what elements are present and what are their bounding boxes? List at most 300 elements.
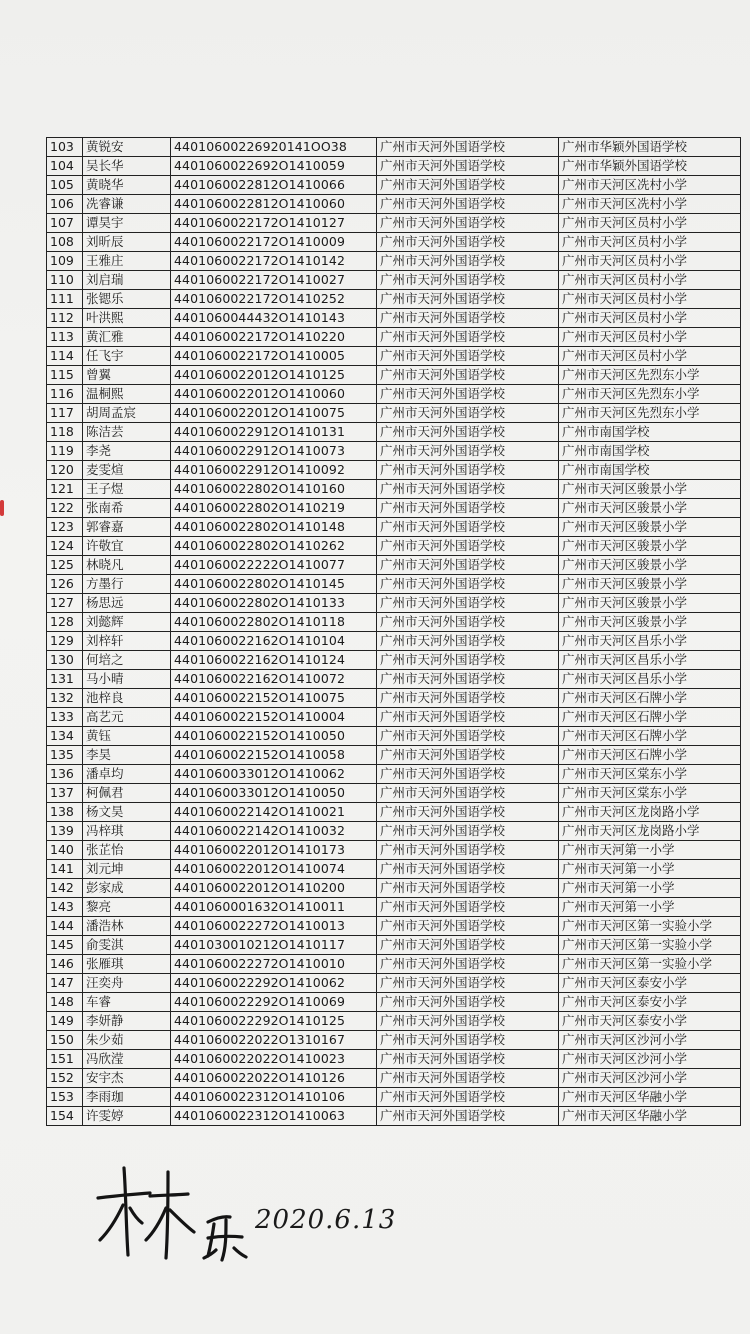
origin-school: 广州市天河外国语学校: [377, 271, 559, 290]
student-id: 4401060022022O1410023: [171, 1050, 377, 1069]
destination-school: 广州市南国学校: [559, 423, 741, 442]
destination-school: 广州市天河区沙河小学: [559, 1031, 741, 1050]
destination-school: 广州市天河区骏景小学: [559, 556, 741, 575]
origin-school: 广州市天河外国语学校: [377, 651, 559, 670]
table-row: [47, 1069, 741, 1088]
destination-school: 广州市天河区第一实验小学: [559, 917, 741, 936]
origin-school: 广州市天河外国语学校: [377, 252, 559, 271]
table-row: [47, 1107, 741, 1126]
destination-school: 广州市天河区骏景小学: [559, 594, 741, 613]
row-number: 114: [47, 347, 83, 366]
table-row: [47, 271, 741, 290]
destination-school: 广州市天河第一小学: [559, 898, 741, 917]
table-row: [47, 803, 741, 822]
student-id: 4401060022012O1410200: [171, 879, 377, 898]
destination-school: 广州市天河区员村小学: [559, 347, 741, 366]
destination-school: 广州市天河区昌乐小学: [559, 651, 741, 670]
origin-school: 广州市天河外国语学校: [377, 936, 559, 955]
row-number: 107: [47, 214, 83, 233]
origin-school: 广州市天河外国语学校: [377, 594, 559, 613]
destination-school: 广州市天河区第一实验小学: [559, 955, 741, 974]
student-id: 4401060022802O1410118: [171, 613, 377, 632]
student-id: 4401060022312O1410063: [171, 1107, 377, 1126]
destination-school: 广州市南国学校: [559, 442, 741, 461]
row-number: 117: [47, 404, 83, 423]
table-row: [47, 1031, 741, 1050]
origin-school: 广州市天河外国语学校: [377, 993, 559, 1012]
origin-school: 广州市天河外国语学校: [377, 575, 559, 594]
row-number: 136: [47, 765, 83, 784]
row-number: 129: [47, 632, 83, 651]
student-name: 温桐熙: [83, 385, 171, 404]
student-name: 刘梓轩: [83, 632, 171, 651]
destination-school: 广州市天河区骏景小学: [559, 613, 741, 632]
student-id: 4401060022272O1410013: [171, 917, 377, 936]
origin-school: 广州市天河外国语学校: [377, 309, 559, 328]
destination-school: 广州市天河第一小学: [559, 879, 741, 898]
table-row: [47, 879, 741, 898]
destination-school: 广州市天河区员村小学: [559, 252, 741, 271]
origin-school: 广州市天河外国语学校: [377, 537, 559, 556]
student-id: 4401060022802O1410133: [171, 594, 377, 613]
student-name: 张南希: [83, 499, 171, 518]
roster-body: [47, 138, 741, 1126]
student-id: 4401060022812O1410066: [171, 176, 377, 195]
table-row: [47, 575, 741, 594]
student-id: 4401060022802O1410262: [171, 537, 377, 556]
student-id: 4401060033012O1410050: [171, 784, 377, 803]
destination-school: 广州市天河区泰安小学: [559, 1012, 741, 1031]
student-id: 4401060022802O1410148: [171, 518, 377, 537]
row-number: 147: [47, 974, 83, 993]
row-number: 115: [47, 366, 83, 385]
row-number: 152: [47, 1069, 83, 1088]
origin-school: 广州市天河外国语学校: [377, 917, 559, 936]
origin-school: 广州市天河外国语学校: [377, 214, 559, 233]
origin-school: 广州市天河外国语学校: [377, 898, 559, 917]
student-id: 4401060022292O1410125: [171, 1012, 377, 1031]
row-number: 126: [47, 575, 83, 594]
student-id: 4401060022162O1410124: [171, 651, 377, 670]
student-name: 叶洪熙: [83, 309, 171, 328]
row-number: 103: [47, 138, 83, 157]
student-name: 李雨珈: [83, 1088, 171, 1107]
student-id: 4401060022152O1410075: [171, 689, 377, 708]
row-number: 106: [47, 195, 83, 214]
student-name: 麦雯煊: [83, 461, 171, 480]
student-id: 4401060022162O1410104: [171, 632, 377, 651]
destination-school: 广州市天河区骏景小学: [559, 499, 741, 518]
table-row: [47, 765, 741, 784]
student-id: 4401060033012O1410062: [171, 765, 377, 784]
destination-school: 广州市天河区棠东小学: [559, 765, 741, 784]
student-name: 黄钰: [83, 727, 171, 746]
student-name: 胡周孟宸: [83, 404, 171, 423]
table-row: [47, 936, 741, 955]
student-id: 4401060022162O1410072: [171, 670, 377, 689]
destination-school: 广州市天河区员村小学: [559, 214, 741, 233]
student-name: 方墨行: [83, 575, 171, 594]
student-id: 4401060022692O1410059: [171, 157, 377, 176]
table-row: [47, 537, 741, 556]
origin-school: 广州市天河外国语学校: [377, 499, 559, 518]
student-id: 4401060022912O1410073: [171, 442, 377, 461]
origin-school: 广州市天河外国语学校: [377, 879, 559, 898]
table-row: [47, 841, 741, 860]
destination-school: 广州市天河区石牌小学: [559, 708, 741, 727]
table-row: [47, 1050, 741, 1069]
table-row: [47, 955, 741, 974]
row-number: 133: [47, 708, 83, 727]
row-number: 143: [47, 898, 83, 917]
student-id: 4401060022172O1410252: [171, 290, 377, 309]
row-number: 151: [47, 1050, 83, 1069]
destination-school: 广州市天河区骏景小学: [559, 575, 741, 594]
table-row: [47, 632, 741, 651]
student-name: 黄晓华: [83, 176, 171, 195]
row-number: 105: [47, 176, 83, 195]
row-number: 134: [47, 727, 83, 746]
origin-school: 广州市天河外国语学校: [377, 803, 559, 822]
destination-school: 广州市天河区先烈东小学: [559, 366, 741, 385]
table-row: [47, 138, 741, 157]
destination-school: 广州市华颖外国语学校: [559, 138, 741, 157]
row-number: 119: [47, 442, 83, 461]
destination-school: 广州市南国学校: [559, 461, 741, 480]
student-name: 李昊: [83, 746, 171, 765]
origin-school: 广州市天河外国语学校: [377, 328, 559, 347]
destination-school: 广州市天河区员村小学: [559, 328, 741, 347]
student-name: 杨文昊: [83, 803, 171, 822]
origin-school: 广州市天河外国语学校: [377, 1069, 559, 1088]
origin-school: 广州市天河外国语学校: [377, 1050, 559, 1069]
row-number: 139: [47, 822, 83, 841]
student-id: 4401060022912O1410131: [171, 423, 377, 442]
row-number: 125: [47, 556, 83, 575]
origin-school: 广州市天河外国语学校: [377, 518, 559, 537]
student-id: 4401060022022O1310167: [171, 1031, 377, 1050]
row-number: 154: [47, 1107, 83, 1126]
row-number: 109: [47, 252, 83, 271]
student-name: 何培之: [83, 651, 171, 670]
row-number: 104: [47, 157, 83, 176]
student-id: 4401060022812O1410060: [171, 195, 377, 214]
origin-school: 广州市天河外国语学校: [377, 404, 559, 423]
student-name: 林晓凡: [83, 556, 171, 575]
destination-school: 广州市天河区第一实验小学: [559, 936, 741, 955]
destination-school: 广州市天河区昌乐小学: [559, 670, 741, 689]
student-name: 俞雯淇: [83, 936, 171, 955]
table-row: [47, 442, 741, 461]
origin-school: 广州市天河外国语学校: [377, 347, 559, 366]
table-row: [47, 385, 741, 404]
student-id: 4401060001632O1410011: [171, 898, 377, 917]
destination-school: 广州市华颖外国语学校: [559, 157, 741, 176]
student-name: 刘元坤: [83, 860, 171, 879]
student-name: 冯梓琪: [83, 822, 171, 841]
table-row: [47, 727, 741, 746]
student-name: 王雅庄: [83, 252, 171, 271]
origin-school: 广州市天河外国语学校: [377, 974, 559, 993]
origin-school: 广州市天河外国语学校: [377, 1012, 559, 1031]
table-row: [47, 233, 741, 252]
student-name: 许雯婷: [83, 1107, 171, 1126]
table-row: [47, 518, 741, 537]
table-row: [47, 1088, 741, 1107]
table-row: [47, 290, 741, 309]
destination-school: 广州市天河区沙河小学: [559, 1069, 741, 1088]
destination-school: 广州市天河区华融小学: [559, 1107, 741, 1126]
student-id: 4401060044432O1410143: [171, 309, 377, 328]
row-number: 150: [47, 1031, 83, 1050]
student-id: 4401060022142O1410021: [171, 803, 377, 822]
table-row: [47, 404, 741, 423]
row-number: 142: [47, 879, 83, 898]
student-id: 4401060022222O1410077: [171, 556, 377, 575]
destination-school: 广州市天河区员村小学: [559, 271, 741, 290]
student-name: 谭昊宇: [83, 214, 171, 233]
student-name: 朱少茹: [83, 1031, 171, 1050]
student-id: 4401060022012O1410173: [171, 841, 377, 860]
table-row: [47, 214, 741, 233]
student-name: 池梓良: [83, 689, 171, 708]
origin-school: 广州市天河外国语学校: [377, 176, 559, 195]
row-number: 138: [47, 803, 83, 822]
student-name: 黄锐安: [83, 138, 171, 157]
table-row: [47, 651, 741, 670]
row-number: 144: [47, 917, 83, 936]
row-number: 153: [47, 1088, 83, 1107]
student-id: 4401060022012O1410074: [171, 860, 377, 879]
table-row: [47, 613, 741, 632]
student-name: 安宇杰: [83, 1069, 171, 1088]
row-number: 113: [47, 328, 83, 347]
destination-school: 广州市天河区冼村小学: [559, 195, 741, 214]
destination-school: 广州市天河区石牌小学: [559, 727, 741, 746]
student-name: 刘懿辉: [83, 613, 171, 632]
student-name: 李妍静: [83, 1012, 171, 1031]
row-number: 148: [47, 993, 83, 1012]
row-number: 140: [47, 841, 83, 860]
origin-school: 广州市天河外国语学校: [377, 480, 559, 499]
row-number: 137: [47, 784, 83, 803]
destination-school: 广州市天河区骏景小学: [559, 518, 741, 537]
student-name: 任飞宇: [83, 347, 171, 366]
table-row: [47, 195, 741, 214]
origin-school: 广州市天河外国语学校: [377, 233, 559, 252]
student-name: 王子煜: [83, 480, 171, 499]
student-id: 4401060022152O1410058: [171, 746, 377, 765]
destination-school: 广州市天河区棠东小学: [559, 784, 741, 803]
table-row: [47, 480, 741, 499]
origin-school: 广州市天河外国语学校: [377, 689, 559, 708]
row-number: 124: [47, 537, 83, 556]
destination-school: 广州市天河区泰安小学: [559, 974, 741, 993]
table-row: [47, 860, 741, 879]
student-id: 4401060022172O1410127: [171, 214, 377, 233]
student-id: 4401060022172O1410220: [171, 328, 377, 347]
table-row: [47, 157, 741, 176]
origin-school: 广州市天河外国语学校: [377, 613, 559, 632]
row-number: 111: [47, 290, 83, 309]
student-id: 44010600226920141OO38: [171, 138, 377, 157]
row-number: 149: [47, 1012, 83, 1031]
destination-school: 广州市天河区华融小学: [559, 1088, 741, 1107]
student-id: 4401060022022O1410126: [171, 1069, 377, 1088]
origin-school: 广州市天河外国语学校: [377, 955, 559, 974]
table-row: [47, 594, 741, 613]
student-name: 吴长华: [83, 157, 171, 176]
student-name: 冼睿谦: [83, 195, 171, 214]
table-row: [47, 974, 741, 993]
row-number: 132: [47, 689, 83, 708]
student-id: 4401060022802O1410160: [171, 480, 377, 499]
student-id: 4401060022172O1410009: [171, 233, 377, 252]
origin-school: 广州市天河外国语学校: [377, 860, 559, 879]
origin-school: 广州市天河外国语学校: [377, 366, 559, 385]
signature-date: 2020.6.13: [255, 1205, 397, 1235]
table-row: [47, 499, 741, 518]
row-number: 118: [47, 423, 83, 442]
row-number: 123: [47, 518, 83, 537]
destination-school: 广州市天河区先烈东小学: [559, 385, 741, 404]
student-id: 4401060022172O1410027: [171, 271, 377, 290]
origin-school: 广州市天河外国语学校: [377, 1031, 559, 1050]
student-name: 郭睿嘉: [83, 518, 171, 537]
row-number: 146: [47, 955, 83, 974]
destination-school: 广州市天河区龙岗路小学: [559, 803, 741, 822]
origin-school: 广州市天河外国语学校: [377, 784, 559, 803]
table-row: [47, 898, 741, 917]
origin-school: 广州市天河外国语学校: [377, 841, 559, 860]
student-name: 黎亮: [83, 898, 171, 917]
origin-school: 广州市天河外国语学校: [377, 290, 559, 309]
student-name: 李尧: [83, 442, 171, 461]
table-row: [47, 1012, 741, 1031]
row-number: 121: [47, 480, 83, 499]
origin-school: 广州市天河外国语学校: [377, 442, 559, 461]
table-row: [47, 689, 741, 708]
student-name: 张锶乐: [83, 290, 171, 309]
destination-school: 广州市天河第一小学: [559, 841, 741, 860]
student-id: 4401060022312O1410106: [171, 1088, 377, 1107]
row-number: 128: [47, 613, 83, 632]
origin-school: 广州市天河外国语学校: [377, 727, 559, 746]
row-number: 130: [47, 651, 83, 670]
student-name: 彭家成: [83, 879, 171, 898]
student-name: 汪奕舟: [83, 974, 171, 993]
table-row: [47, 328, 741, 347]
origin-school: 广州市天河外国语学校: [377, 138, 559, 157]
student-id: 4401060022172O1410005: [171, 347, 377, 366]
student-name: 许敬宜: [83, 537, 171, 556]
destination-school: 广州市天河区龙岗路小学: [559, 822, 741, 841]
row-number: 112: [47, 309, 83, 328]
destination-school: 广州市天河区骏景小学: [559, 537, 741, 556]
student-name: 刘昕辰: [83, 233, 171, 252]
student-id: 4401060022802O1410219: [171, 499, 377, 518]
student-name: 黄汇雅: [83, 328, 171, 347]
destination-school: 广州市天河区沙河小学: [559, 1050, 741, 1069]
table-row: [47, 784, 741, 803]
student-name: 杨思远: [83, 594, 171, 613]
origin-school: 广州市天河外国语学校: [377, 746, 559, 765]
student-name: 潘卓均: [83, 765, 171, 784]
origin-school: 广州市天河外国语学校: [377, 632, 559, 651]
table-row: [47, 252, 741, 271]
row-number: 108: [47, 233, 83, 252]
student-id: 4401060022172O1410142: [171, 252, 377, 271]
destination-school: 广州市天河区石牌小学: [559, 746, 741, 765]
student-id: 4401060022292O1410062: [171, 974, 377, 993]
table-row: [47, 917, 741, 936]
red-edge-mark: [0, 500, 4, 516]
student-id: 4401060022012O1410075: [171, 404, 377, 423]
student-roster-table: [46, 137, 741, 1126]
row-number: 145: [47, 936, 83, 955]
student-name: 高艺元: [83, 708, 171, 727]
destination-school: 广州市天河区员村小学: [559, 309, 741, 328]
student-name: 刘启瑞: [83, 271, 171, 290]
destination-school: 广州市天河区先烈东小学: [559, 404, 741, 423]
destination-school: 广州市天河区泰安小学: [559, 993, 741, 1012]
origin-school: 广州市天河外国语学校: [377, 670, 559, 689]
origin-school: 广州市天河外国语学校: [377, 765, 559, 784]
student-id: 4401060022912O1410092: [171, 461, 377, 480]
table-row: [47, 670, 741, 689]
table-row: [47, 822, 741, 841]
origin-school: 广州市天河外国语学校: [377, 556, 559, 575]
origin-school: 广州市天河外国语学校: [377, 461, 559, 480]
table-row: [47, 309, 741, 328]
student-name: 柯佩君: [83, 784, 171, 803]
student-id: 4401060022012O1410125: [171, 366, 377, 385]
destination-school: 广州市天河区员村小学: [559, 233, 741, 252]
origin-school: 广州市天河外国语学校: [377, 423, 559, 442]
student-name: 冯欣滢: [83, 1050, 171, 1069]
row-number: 131: [47, 670, 83, 689]
row-number: 141: [47, 860, 83, 879]
row-number: 135: [47, 746, 83, 765]
table-row: [47, 347, 741, 366]
origin-school: 广州市天河外国语学校: [377, 157, 559, 176]
table-row: [47, 708, 741, 727]
row-number: 120: [47, 461, 83, 480]
destination-school: 广州市天河区冼村小学: [559, 176, 741, 195]
origin-school: 广州市天河外国语学校: [377, 708, 559, 727]
destination-school: 广州市天河区昌乐小学: [559, 632, 741, 651]
student-name: 马小晴: [83, 670, 171, 689]
table-row: [47, 746, 741, 765]
student-id: 4401060022152O1410004: [171, 708, 377, 727]
origin-school: 广州市天河外国语学校: [377, 1088, 559, 1107]
row-number: 127: [47, 594, 83, 613]
table-row: [47, 556, 741, 575]
table-row: [47, 461, 741, 480]
destination-school: 广州市天河区骏景小学: [559, 480, 741, 499]
student-id: 4401060022802O1410145: [171, 575, 377, 594]
student-id: 4401030010212O1410117: [171, 936, 377, 955]
table-row: [47, 423, 741, 442]
student-name: 曾翼: [83, 366, 171, 385]
origin-school: 广州市天河外国语学校: [377, 1107, 559, 1126]
table-row: [47, 993, 741, 1012]
origin-school: 广州市天河外国语学校: [377, 195, 559, 214]
student-id: 4401060022152O1410050: [171, 727, 377, 746]
destination-school: 广州市天河第一小学: [559, 860, 741, 879]
origin-school: 广州市天河外国语学校: [377, 822, 559, 841]
student-name: 车睿: [83, 993, 171, 1012]
